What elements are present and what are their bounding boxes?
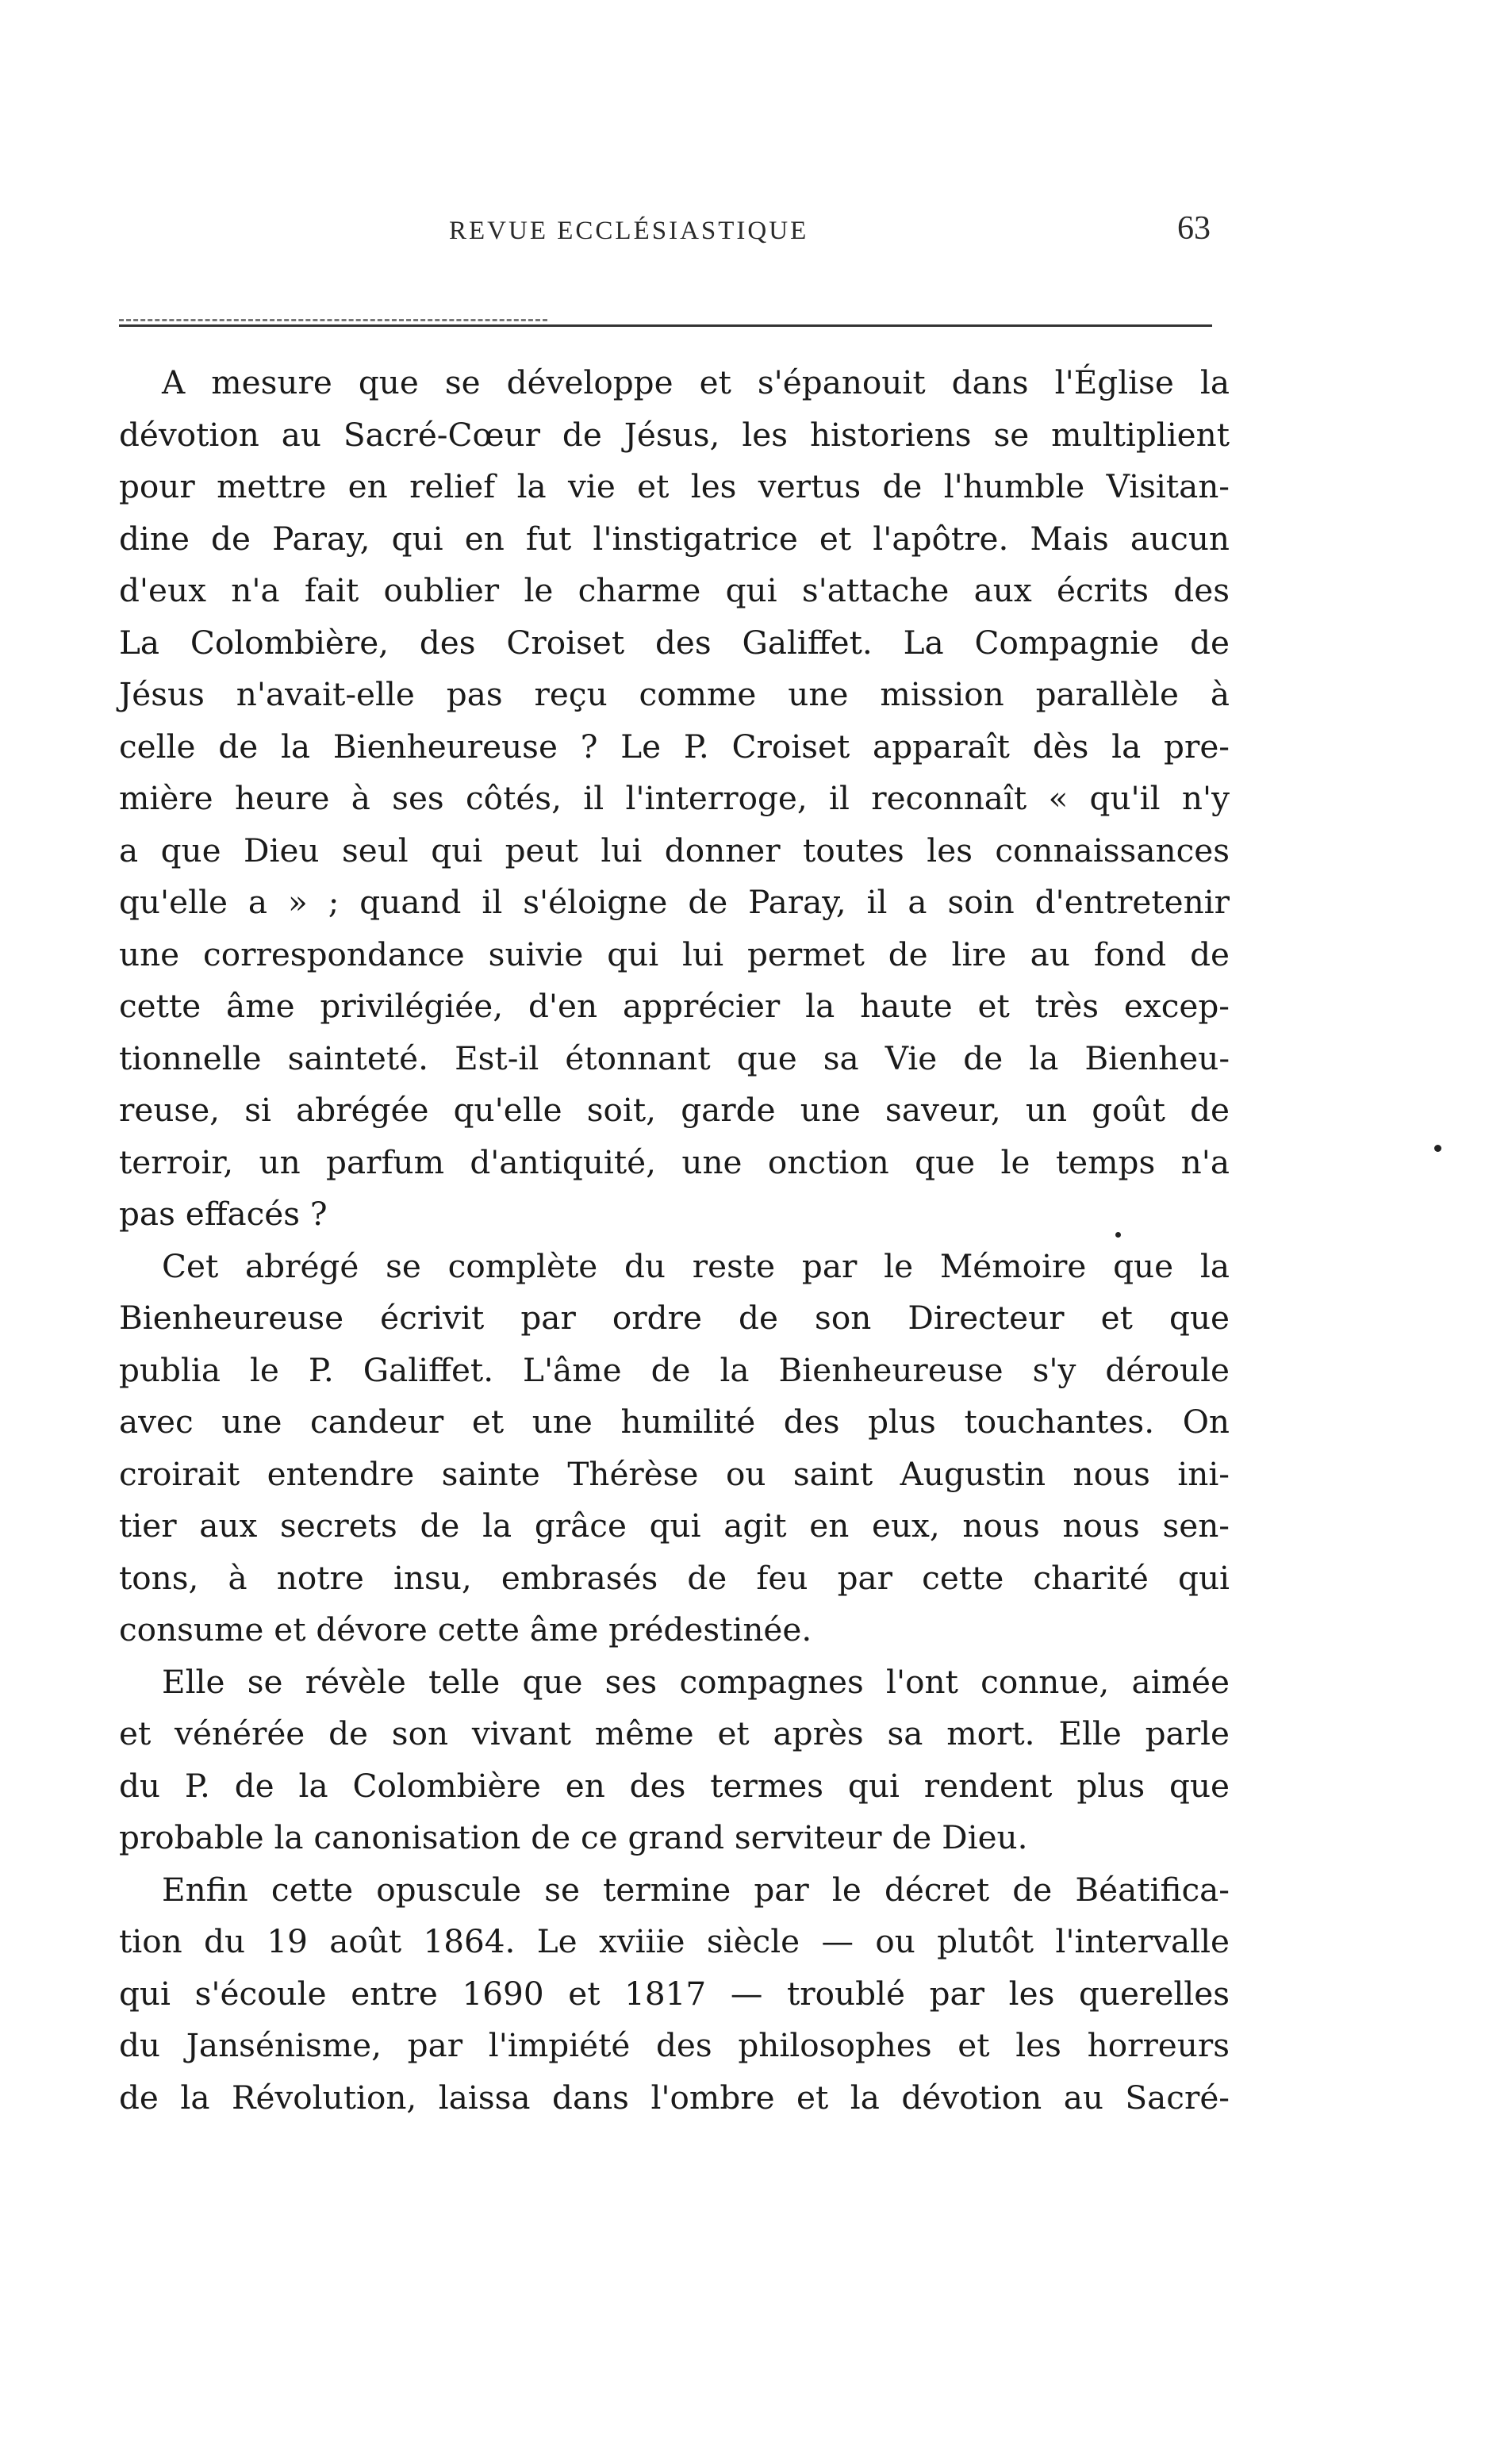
text-line: d'eux n'a fait oublier le charme qui s'attache aux écrits des — [119, 571, 1230, 609]
text-line: croirait entendre sainte Thérèse ou saint Augustin nous ini- — [119, 1454, 1230, 1493]
text-line: cette âme privilégiée, d'en apprécier la haute et très excep- — [119, 987, 1230, 1025]
text-line: pour mettre en relief la vie et les vertus de l'humble Visitan- — [119, 467, 1230, 505]
text-line: La Colombière, des Croiset des Galiffet. La Compagnie de — [119, 623, 1230, 662]
text-line: tionnelle sainteté. Est-il étonnant que sa Vie de la Bienheu- — [119, 1038, 1230, 1077]
text-line: de la Révolution, laissa dans l'ombre et la dévotion au Sacré- — [119, 2078, 1230, 2117]
text-line: du Jansénisme, par l'impiété des philosophes et les horreurs — [119, 2026, 1230, 2064]
text-line: tons, à notre insu, embrasés de feu par cette charité qui — [119, 1558, 1230, 1597]
running-head: REVUE ECCLÉSIASTIQUE — [449, 217, 809, 245]
text-line: Bienheureuse écrivit par ordre de son Directeur et que — [119, 1299, 1230, 1337]
text-line: Jésus n'avait-elle pas reçu comme une mission parallèle à — [119, 675, 1230, 713]
text-line: avec une candeur et une humilité des plus touchantes. On — [119, 1403, 1230, 1441]
header-rule — [119, 324, 1212, 327]
text-line: consume et dévore cette âme prédestinée. — [119, 1610, 812, 1649]
text-line: dévotion au Sacré-Cœur de Jésus, les historiens se multiplient — [119, 415, 1230, 454]
text-line: tier aux secrets de la grâce qui agit en eux, nous nous sen- — [119, 1507, 1230, 1545]
text-line: A mesure que se développe et s'épanouit dans l'Église la — [162, 363, 1230, 401]
text-line: publia le P. Galiffet. L'âme de la Bienheureuse s'y déroule — [119, 1350, 1230, 1389]
text-line: terroir, un parfum d'antiquité, une onction que le temps n'a — [119, 1142, 1230, 1181]
text-line: mière heure à ses côtés, il l'interroge, il reconnaît « qu'il n'y — [119, 779, 1230, 817]
text-line: a que Dieu seul qui peut lui donner toutes les connaissances — [119, 831, 1230, 869]
text-line: probable la canonisation de ce grand serviteur de Dieu. — [119, 1818, 1028, 1856]
text-line: Enfin cette opuscule se termine par le décret de Béatifica- — [162, 1870, 1230, 1909]
text-line: qui s'écoule entre 1690 et 1817 — troublé par les querelles — [119, 1974, 1230, 2013]
text-line: celle de la Bienheureuse ? Le P. Croiset apparaît dès la pre- — [119, 727, 1230, 766]
text-line: pas effacés ? — [119, 1195, 328, 1233]
header-rule-broken — [119, 319, 547, 321]
text-line: dine de Paray, qui en fut l'instigatrice et l'apôtre. Mais aucun — [119, 519, 1230, 558]
text-line: Cet abrégé se complète du reste par le Mémoire que la — [162, 1246, 1230, 1285]
body-text — [119, 357, 1230, 2124]
ink-speck — [1434, 1145, 1441, 1152]
text-line: tion du 19 août 1864. Le xviiie siècle — ou plutôt l'intervalle — [119, 1922, 1230, 1960]
text-line: qu'elle a » ; quand il s'éloigne de Paray, il a soin d'entretenir — [119, 883, 1230, 921]
text-line: et vénérée de son vivant même et après sa mort. Elle parle — [119, 1714, 1230, 1752]
text-line: une correspondance suivie qui lui permet de lire au fond de — [119, 935, 1230, 973]
text-line: du P. de la Colombière en des termes qui rendent plus que — [119, 1766, 1230, 1805]
ink-speck — [1115, 1232, 1121, 1238]
text-line: reuse, si abrégée qu'elle soit, garde une saveur, un goût de — [119, 1091, 1230, 1129]
text-line: Elle se révèle telle que ses compagnes l'ont connue, aimée — [162, 1662, 1230, 1701]
page-number: 63 — [1177, 210, 1211, 247]
